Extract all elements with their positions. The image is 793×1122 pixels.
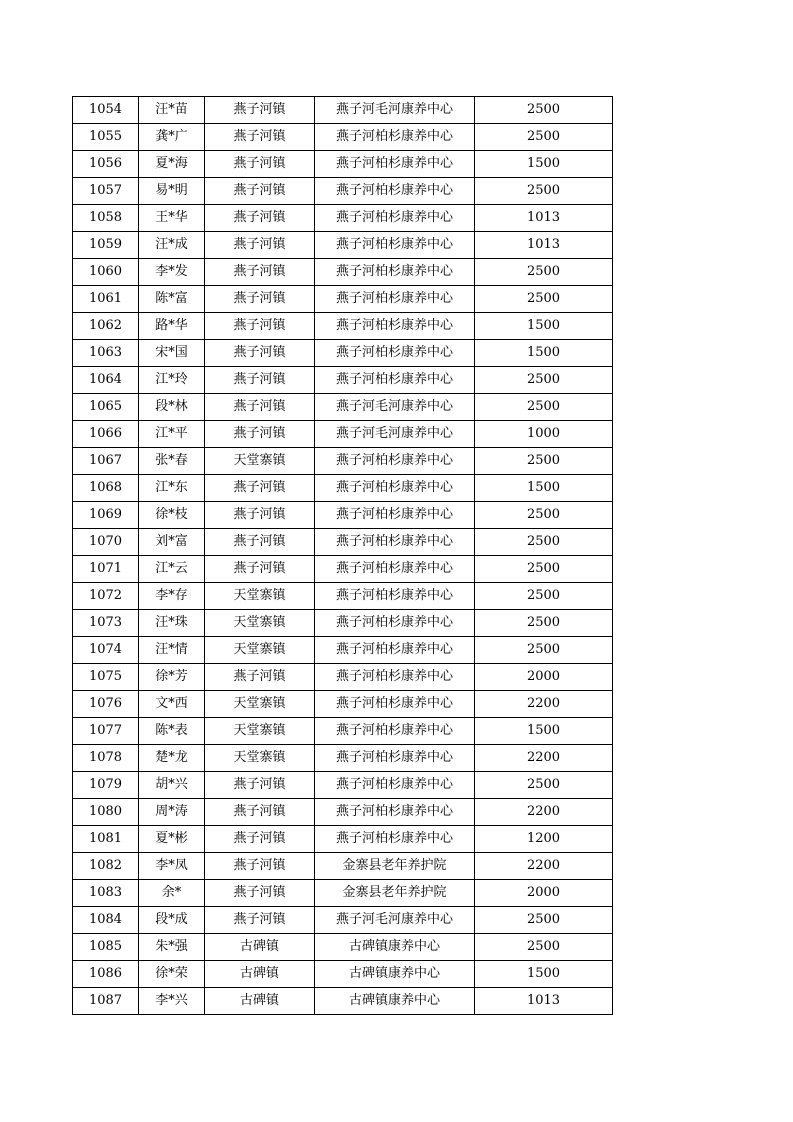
name-cell: 路*华 xyxy=(139,313,205,340)
record-id-cell: 1063 xyxy=(73,340,139,367)
amount-cell: 1000 xyxy=(475,421,613,448)
town-cell: 燕子河镇 xyxy=(205,124,315,151)
amount-cell: 1013 xyxy=(475,232,613,259)
amount-cell: 2200 xyxy=(475,799,613,826)
table-row xyxy=(73,286,613,313)
town-cell: 燕子河镇 xyxy=(205,853,315,880)
name-cell: 朱*强 xyxy=(139,934,205,961)
town-cell: 燕子河镇 xyxy=(205,826,315,853)
town-cell: 燕子河镇 xyxy=(205,799,315,826)
town-cell: 天堂寨镇 xyxy=(205,610,315,637)
care-center-cell: 燕子河柏杉康养中心 xyxy=(315,745,475,772)
town-cell: 燕子河镇 xyxy=(205,367,315,394)
name-cell: 徐*芳 xyxy=(139,664,205,691)
name-cell: 李*凤 xyxy=(139,853,205,880)
table-row xyxy=(73,718,613,745)
table-row xyxy=(73,259,613,286)
name-cell: 段*成 xyxy=(139,907,205,934)
care-center-cell: 古碑镇康养中心 xyxy=(315,988,475,1015)
town-cell: 燕子河镇 xyxy=(205,232,315,259)
record-id-cell: 1074 xyxy=(73,637,139,664)
amount-cell: 1200 xyxy=(475,826,613,853)
table-row xyxy=(73,691,613,718)
records-table xyxy=(72,96,613,1015)
table-row xyxy=(73,313,613,340)
amount-cell: 1500 xyxy=(475,718,613,745)
town-cell: 天堂寨镇 xyxy=(205,691,315,718)
record-id-cell: 1072 xyxy=(73,583,139,610)
amount-cell: 2500 xyxy=(475,448,613,475)
amount-cell: 2500 xyxy=(475,610,613,637)
amount-cell: 2500 xyxy=(475,556,613,583)
town-cell: 天堂寨镇 xyxy=(205,718,315,745)
town-cell: 燕子河镇 xyxy=(205,664,315,691)
care-center-cell: 燕子河柏杉康养中心 xyxy=(315,826,475,853)
town-cell: 天堂寨镇 xyxy=(205,637,315,664)
care-center-cell: 燕子河柏杉康养中心 xyxy=(315,259,475,286)
table-row xyxy=(73,556,613,583)
amount-cell: 2500 xyxy=(475,367,613,394)
name-cell: 江*玲 xyxy=(139,367,205,394)
name-cell: 江*云 xyxy=(139,556,205,583)
care-center-cell: 燕子河柏杉康养中心 xyxy=(315,583,475,610)
name-cell: 李*发 xyxy=(139,259,205,286)
care-center-cell: 燕子河柏杉康养中心 xyxy=(315,772,475,799)
amount-cell: 1500 xyxy=(475,961,613,988)
town-cell: 燕子河镇 xyxy=(205,286,315,313)
town-cell: 燕子河镇 xyxy=(205,556,315,583)
name-cell: 汪*情 xyxy=(139,637,205,664)
amount-cell: 2000 xyxy=(475,664,613,691)
care-center-cell: 燕子河柏杉康养中心 xyxy=(315,178,475,205)
table-row xyxy=(73,961,613,988)
name-cell: 陈*富 xyxy=(139,286,205,313)
care-center-cell: 燕子河柏杉康养中心 xyxy=(315,664,475,691)
care-center-cell: 燕子河柏杉康养中心 xyxy=(315,556,475,583)
record-id-cell: 1069 xyxy=(73,502,139,529)
table-row xyxy=(73,448,613,475)
amount-cell: 2500 xyxy=(475,772,613,799)
name-cell: 李*存 xyxy=(139,583,205,610)
town-cell: 燕子河镇 xyxy=(205,178,315,205)
name-cell: 夏*彬 xyxy=(139,826,205,853)
record-id-cell: 1067 xyxy=(73,448,139,475)
care-center-cell: 燕子河柏杉康养中心 xyxy=(315,610,475,637)
name-cell: 张*春 xyxy=(139,448,205,475)
record-id-cell: 1076 xyxy=(73,691,139,718)
record-id-cell: 1087 xyxy=(73,988,139,1015)
amount-cell: 2500 xyxy=(475,502,613,529)
town-cell: 燕子河镇 xyxy=(205,340,315,367)
name-cell: 胡*兴 xyxy=(139,772,205,799)
name-cell: 徐*荣 xyxy=(139,961,205,988)
town-cell: 古碑镇 xyxy=(205,988,315,1015)
record-id-cell: 1066 xyxy=(73,421,139,448)
record-id-cell: 1077 xyxy=(73,718,139,745)
record-id-cell: 1055 xyxy=(73,124,139,151)
name-cell: 王*华 xyxy=(139,205,205,232)
amount-cell: 2500 xyxy=(475,97,613,124)
care-center-cell: 金寨县老年养护院 xyxy=(315,880,475,907)
town-cell: 燕子河镇 xyxy=(205,502,315,529)
name-cell: 陈*表 xyxy=(139,718,205,745)
table-row xyxy=(73,502,613,529)
name-cell: 文*西 xyxy=(139,691,205,718)
table-row xyxy=(73,97,613,124)
amount-cell: 2500 xyxy=(475,529,613,556)
town-cell: 燕子河镇 xyxy=(205,205,315,232)
table-row xyxy=(73,826,613,853)
amount-cell: 1500 xyxy=(475,340,613,367)
care-center-cell: 燕子河柏杉康养中心 xyxy=(315,448,475,475)
table-row xyxy=(73,988,613,1015)
care-center-cell: 燕子河毛河康养中心 xyxy=(315,907,475,934)
town-cell: 燕子河镇 xyxy=(205,151,315,178)
care-center-cell: 燕子河柏杉康养中心 xyxy=(315,205,475,232)
town-cell: 天堂寨镇 xyxy=(205,448,315,475)
amount-cell: 1013 xyxy=(475,205,613,232)
name-cell: 宋*国 xyxy=(139,340,205,367)
amount-cell: 2500 xyxy=(475,259,613,286)
amount-cell: 2500 xyxy=(475,178,613,205)
record-id-cell: 1080 xyxy=(73,799,139,826)
name-cell: 李*兴 xyxy=(139,988,205,1015)
record-id-cell: 1065 xyxy=(73,394,139,421)
record-id-cell: 1058 xyxy=(73,205,139,232)
record-id-cell: 1083 xyxy=(73,880,139,907)
name-cell: 汪*珠 xyxy=(139,610,205,637)
table-row xyxy=(73,340,613,367)
name-cell: 江*平 xyxy=(139,421,205,448)
table-row xyxy=(73,475,613,502)
table-row xyxy=(73,907,613,934)
care-center-cell: 燕子河柏杉康养中心 xyxy=(315,313,475,340)
care-center-cell: 燕子河柏杉康养中心 xyxy=(315,286,475,313)
record-id-cell: 1078 xyxy=(73,745,139,772)
amount-cell: 2500 xyxy=(475,286,613,313)
name-cell: 江*东 xyxy=(139,475,205,502)
record-id-cell: 1054 xyxy=(73,97,139,124)
town-cell: 燕子河镇 xyxy=(205,880,315,907)
amount-cell: 2500 xyxy=(475,583,613,610)
town-cell: 燕子河镇 xyxy=(205,421,315,448)
record-id-cell: 1062 xyxy=(73,313,139,340)
care-center-cell: 燕子河柏杉康养中心 xyxy=(315,232,475,259)
record-id-cell: 1064 xyxy=(73,367,139,394)
name-cell: 夏*海 xyxy=(139,151,205,178)
name-cell: 汪*成 xyxy=(139,232,205,259)
amount-cell: 2500 xyxy=(475,934,613,961)
care-center-cell: 燕子河柏杉康养中心 xyxy=(315,340,475,367)
care-center-cell: 古碑镇康养中心 xyxy=(315,961,475,988)
table-row xyxy=(73,610,613,637)
table-row xyxy=(73,394,613,421)
care-center-cell: 燕子河柏杉康养中心 xyxy=(315,151,475,178)
care-center-cell: 燕子河柏杉康养中心 xyxy=(315,367,475,394)
record-id-cell: 1082 xyxy=(73,853,139,880)
record-id-cell: 1059 xyxy=(73,232,139,259)
record-id-cell: 1079 xyxy=(73,772,139,799)
care-center-cell: 燕子河柏杉康养中心 xyxy=(315,718,475,745)
town-cell: 古碑镇 xyxy=(205,934,315,961)
table-row xyxy=(73,637,613,664)
care-center-cell: 燕子河毛河康养中心 xyxy=(315,97,475,124)
amount-cell: 2200 xyxy=(475,691,613,718)
amount-cell: 2000 xyxy=(475,880,613,907)
town-cell: 燕子河镇 xyxy=(205,475,315,502)
care-center-cell: 燕子河柏杉康养中心 xyxy=(315,475,475,502)
town-cell: 天堂寨镇 xyxy=(205,583,315,610)
name-cell: 周*涛 xyxy=(139,799,205,826)
town-cell: 燕子河镇 xyxy=(205,529,315,556)
care-center-cell: 燕子河柏杉康养中心 xyxy=(315,124,475,151)
care-center-cell: 燕子河柏杉康养中心 xyxy=(315,502,475,529)
table-row xyxy=(73,529,613,556)
name-cell: 易*明 xyxy=(139,178,205,205)
name-cell: 刘*富 xyxy=(139,529,205,556)
care-center-cell: 燕子河柏杉康养中心 xyxy=(315,637,475,664)
name-cell: 楚*龙 xyxy=(139,745,205,772)
name-cell: 汪*苗 xyxy=(139,97,205,124)
record-id-cell: 1086 xyxy=(73,961,139,988)
record-id-cell: 1085 xyxy=(73,934,139,961)
town-cell: 燕子河镇 xyxy=(205,394,315,421)
table-row xyxy=(73,178,613,205)
record-id-cell: 1071 xyxy=(73,556,139,583)
amount-cell: 2500 xyxy=(475,637,613,664)
town-cell: 燕子河镇 xyxy=(205,313,315,340)
record-id-cell: 1060 xyxy=(73,259,139,286)
table-row xyxy=(73,232,613,259)
care-center-cell: 金寨县老年养护院 xyxy=(315,853,475,880)
town-cell: 燕子河镇 xyxy=(205,259,315,286)
table-row xyxy=(73,799,613,826)
record-id-cell: 1075 xyxy=(73,664,139,691)
amount-cell: 2200 xyxy=(475,853,613,880)
table-row xyxy=(73,664,613,691)
record-id-cell: 1068 xyxy=(73,475,139,502)
record-id-cell: 1057 xyxy=(73,178,139,205)
table-row xyxy=(73,421,613,448)
table-row xyxy=(73,583,613,610)
record-id-cell: 1073 xyxy=(73,610,139,637)
care-center-cell: 燕子河柏杉康养中心 xyxy=(315,529,475,556)
amount-cell: 2500 xyxy=(475,394,613,421)
name-cell: 龚*广 xyxy=(139,124,205,151)
amount-cell: 1500 xyxy=(475,151,613,178)
amount-cell: 1013 xyxy=(475,988,613,1015)
name-cell: 徐*枝 xyxy=(139,502,205,529)
record-id-cell: 1070 xyxy=(73,529,139,556)
table-row xyxy=(73,205,613,232)
care-center-cell: 燕子河毛河康养中心 xyxy=(315,421,475,448)
table-row xyxy=(73,934,613,961)
amount-cell: 2500 xyxy=(475,124,613,151)
town-cell: 古碑镇 xyxy=(205,961,315,988)
amount-cell: 2500 xyxy=(475,907,613,934)
table-row xyxy=(73,124,613,151)
town-cell: 燕子河镇 xyxy=(205,772,315,799)
amount-cell: 2200 xyxy=(475,745,613,772)
table-row xyxy=(73,880,613,907)
town-cell: 燕子河镇 xyxy=(205,907,315,934)
town-cell: 天堂寨镇 xyxy=(205,745,315,772)
table-row xyxy=(73,367,613,394)
amount-cell: 1500 xyxy=(475,313,613,340)
record-id-cell: 1061 xyxy=(73,286,139,313)
table-row xyxy=(73,151,613,178)
care-center-cell: 燕子河毛河康养中心 xyxy=(315,394,475,421)
records-table-body xyxy=(73,97,613,1015)
amount-cell: 1500 xyxy=(475,475,613,502)
care-center-cell: 燕子河柏杉康养中心 xyxy=(315,691,475,718)
record-id-cell: 1081 xyxy=(73,826,139,853)
town-cell: 燕子河镇 xyxy=(205,97,315,124)
table-row xyxy=(73,745,613,772)
care-center-cell: 燕子河柏杉康养中心 xyxy=(315,799,475,826)
record-id-cell: 1084 xyxy=(73,907,139,934)
name-cell: 余* xyxy=(139,880,205,907)
care-center-cell: 古碑镇康养中心 xyxy=(315,934,475,961)
record-id-cell: 1056 xyxy=(73,151,139,178)
table-row xyxy=(73,772,613,799)
table-row xyxy=(73,853,613,880)
name-cell: 段*林 xyxy=(139,394,205,421)
